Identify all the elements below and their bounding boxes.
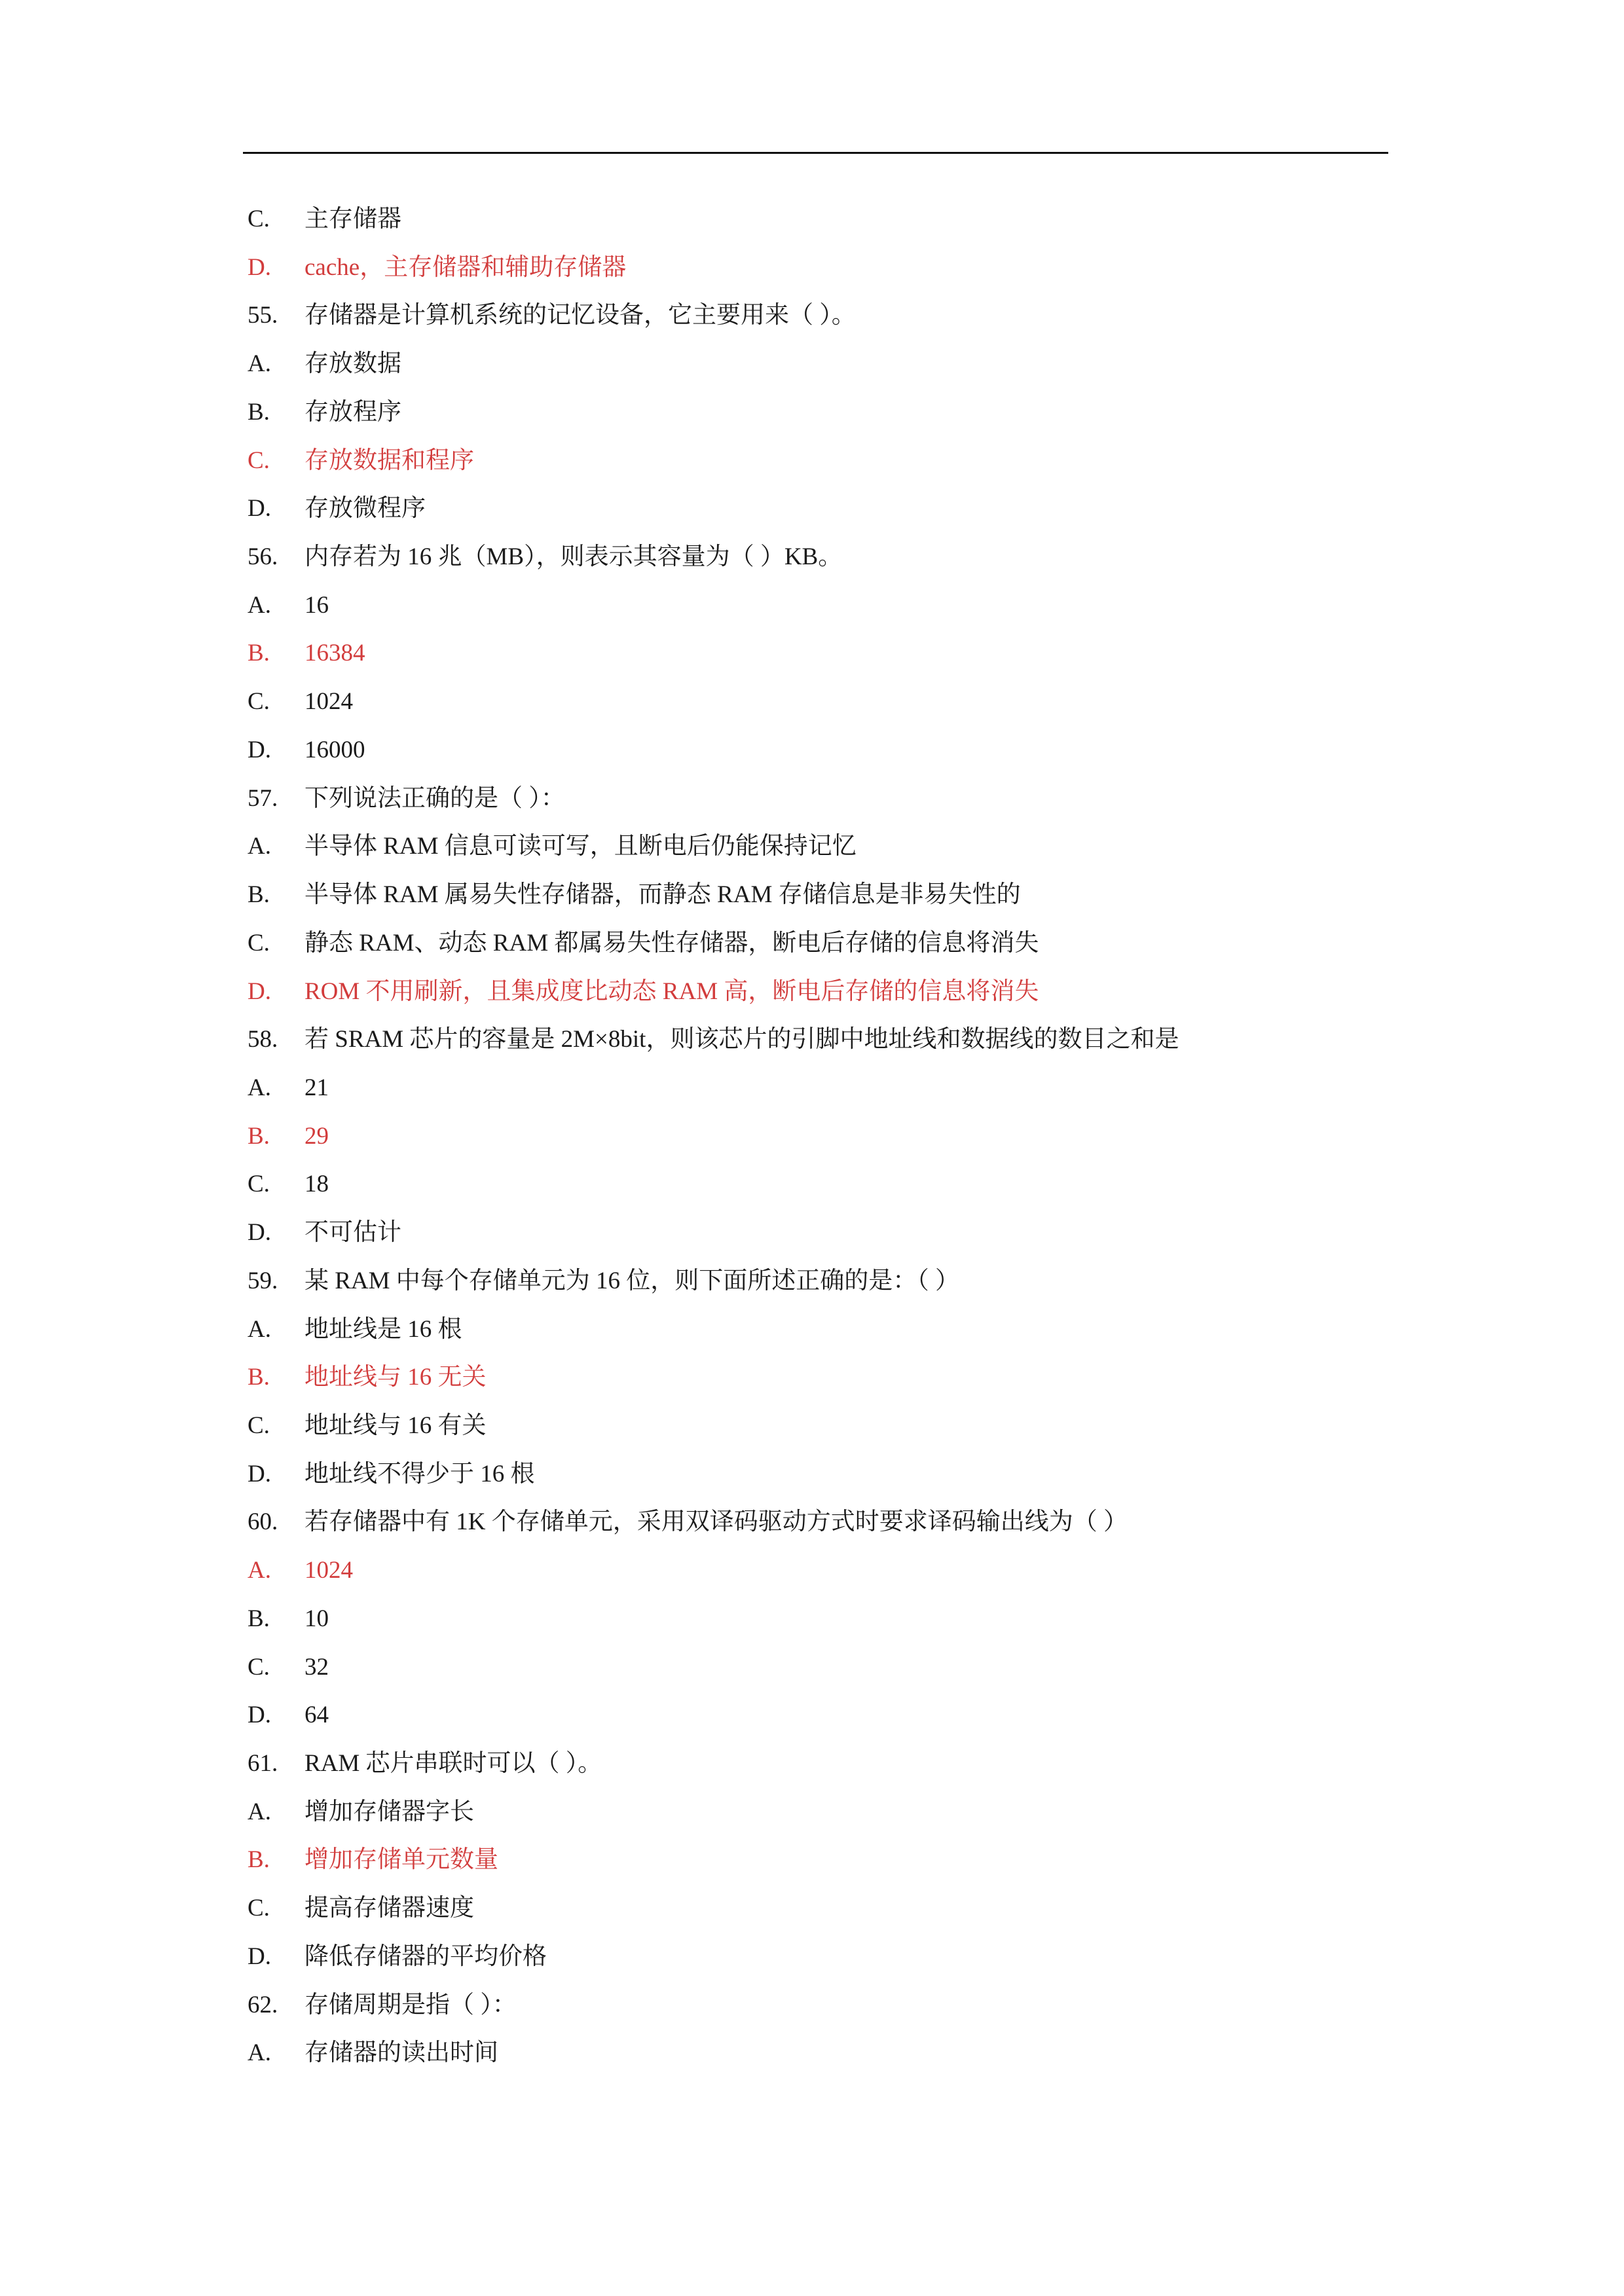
option-line [0,1450,1624,1499]
option-label: B. [248,398,270,426]
option-text: 存放程序 [304,398,401,426]
option-label: A. [248,1798,271,1825]
option-line [0,1595,1624,1643]
option-line [0,195,1624,244]
option-label: D. [248,253,271,281]
option-label: C. [248,1171,270,1198]
option-line [0,1691,1624,1740]
option-label: C. [248,1412,270,1439]
question-text: 若存储器中有 1K 个存储单元，采用双译码驱动方式时要求译码输出线为（ ） [304,1508,1128,1536]
option-text: 1024 [304,688,353,716]
question-text: 存储器是计算机系统的记忆设备，它主要用来（ ）。 [304,302,856,329]
option-label: B. [248,881,270,909]
option-text: 存储器的读出时间 [304,2039,498,2067]
option-line-answer [0,968,1624,1016]
question-stem [0,533,1624,581]
option-text: cache，主存储器和辅助存储器 [304,253,627,281]
option-line-answer [0,1112,1624,1161]
option-text: 半导体 RAM 信息可读可写，且断电后仍能保持记忆 [304,833,857,860]
option-text: 18 [304,1171,329,1198]
option-label: C. [248,688,270,716]
option-label: C. [248,206,270,232]
option-label: B. [248,1364,270,1391]
option-line-answer [0,629,1624,678]
option-text: 增加存储单元数量 [304,1846,498,1874]
option-text: 16 [304,591,329,619]
option-text: 地址线不得少于 16 根 [304,1460,535,1487]
option-line [0,1884,1624,1933]
option-line-answer [0,1353,1624,1402]
option-label: A. [248,350,271,378]
option-text: 降低存储器的平均价格 [304,1942,547,1970]
question-text: 某 RAM 中每个存储单元为 16 位，则下面所述正确的是：（ ） [304,1267,960,1294]
question-text: 存储周期是指（ ）： [304,1991,517,2018]
option-line [0,1643,1624,1692]
option-text: 地址线是 16 根 [304,1315,462,1343]
document-body [0,195,1624,2077]
option-label: C. [248,446,270,474]
option-text: 静态 RAM、动态 RAM 都属易失性存储器，断电后存储的信息将消失 [304,929,1039,957]
option-text: 增加存储器字长 [304,1798,474,1825]
question-text: 下列说法正确的是（ ）： [304,784,565,812]
option-label: B. [248,1605,270,1632]
question-stem [0,1257,1624,1305]
option-text: 29 [304,1122,329,1150]
option-label: B. [248,1122,270,1150]
option-line [0,1209,1624,1257]
question-stem [0,291,1624,340]
question-text: 若 SRAM 芯片的容量是 2M×8bit，则该芯片的引脚中地址线和数据线的数目之和是 [304,1026,1179,1053]
question-number: 62. [248,1991,278,2018]
option-line [0,726,1624,774]
option-text: 提高存储器速度 [304,1895,474,1922]
option-line [0,581,1624,630]
question-stem [0,774,1624,823]
option-label: A. [248,2039,271,2067]
option-line [0,1788,1624,1836]
option-line [0,871,1624,919]
option-line [0,340,1624,388]
option-label: A. [248,833,271,860]
question-stem [0,1498,1624,1546]
option-text: 主存储器 [304,206,401,232]
option-label: D. [248,1460,271,1487]
option-text: 地址线与 16 无关 [304,1364,487,1391]
option-line [0,919,1624,968]
question-stem [0,1015,1624,1064]
option-line-answer [0,1836,1624,1884]
option-text: 21 [304,1074,329,1101]
question-text: RAM 芯片串联时可以（ ）。 [304,1750,602,1777]
option-label: D. [248,1219,271,1247]
option-text: 存放微程序 [304,495,426,522]
option-label: A. [248,1557,271,1584]
option-label: C. [248,929,270,957]
option-line [0,1305,1624,1354]
question-stem [0,1740,1624,1788]
question-stem [0,1981,1624,2030]
option-text: 1024 [304,1557,353,1584]
question-number: 59. [248,1267,278,1294]
question-number: 56. [248,543,278,571]
option-text: 半导体 RAM 属易失性存储器，而静态 RAM 存储信息是非易失性的 [304,881,1021,909]
option-text: 16000 [304,736,365,763]
question-text: 内存若为 16 兆（MB），则表示其容量为（ ）KB。 [304,543,843,571]
option-line [0,1160,1624,1209]
option-label: D. [248,495,271,522]
question-number: 61. [248,1750,278,1777]
option-label: C. [248,1895,270,1922]
option-label: A. [248,1315,271,1343]
option-line-answer [0,1546,1624,1595]
option-text: 16384 [304,640,365,667]
option-line [0,2029,1624,2077]
option-line [0,484,1624,533]
option-text: 不可估计 [304,1219,401,1247]
option-line [0,822,1624,871]
question-number: 58. [248,1026,278,1053]
option-label: D. [248,736,271,763]
question-number: 57. [248,784,278,812]
option-text: 存放数据 [304,350,401,378]
header-rule [243,152,1388,154]
option-text: 存放数据和程序 [304,446,474,474]
question-number: 55. [248,302,278,329]
option-label: D. [248,1942,271,1970]
option-line [0,678,1624,726]
option-text: 10 [304,1605,329,1632]
option-text: ROM 不用刷新，且集成度比动态 RAM 高，断电后存储的信息将消失 [304,977,1039,1005]
option-line-answer [0,437,1624,485]
option-label: B. [248,640,270,667]
option-text: 64 [304,1702,329,1729]
option-label: A. [248,591,271,619]
option-line [0,1402,1624,1450]
option-text: 32 [304,1653,329,1681]
option-label: A. [248,1074,271,1101]
option-line [0,1064,1624,1112]
option-label: D. [248,977,271,1005]
option-line [0,1933,1624,1981]
option-line-answer [0,244,1624,292]
option-line [0,388,1624,437]
option-label: D. [248,1702,271,1729]
option-label: C. [248,1653,270,1681]
option-label: B. [248,1846,270,1874]
option-text: 地址线与 16 有关 [304,1412,487,1439]
question-number: 60. [248,1508,278,1536]
